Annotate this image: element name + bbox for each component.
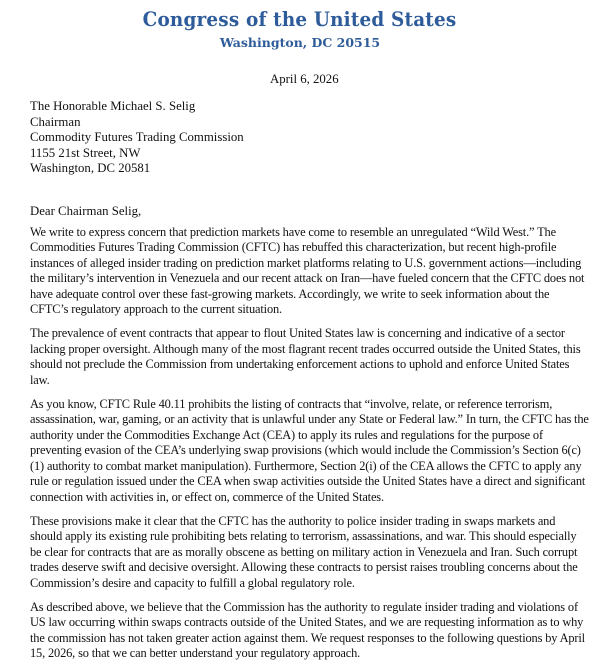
body-paragraph: As you know, CFTC Rule 40.11 prohibits the listing of contracts that “involve, relate, or reference terrorism, assassination, war, gaming, or an activity that is unlawful under any State or Federal law.” In turn, the CFTC has the authority under the Commodities Exchange Act (CEA) to apply its rules and regulations for the purpose of preventing evasion of the CEA’s underlying swap provisions (which would include the Commission’s Section 6(c)(1) authority to combat market manipulation). Furthermore, Section 2(i) of the CEA allows the CFTC to apply any rule or regulation issued under the CEA when swap activities outside the United States have a direct and significant connection with activities in, or effect on, commerce of the United States.	[30, 397, 589, 504]
body-paragraph: The prevalence of event contracts that appear to flout United States law is concerning and indicative of a sector lacking proper oversight. Although many of the most flagrant recent trades occurred outside the United States, this should not preclude the Commission from undertaking enforcement actions to uphold and enforce United States law.	[30, 326, 581, 387]
letterhead-subtitle: Washington, DC 20515	[219, 35, 381, 50]
letterhead-title: Congress of the United States	[143, 7, 457, 31]
recipient-address	[30, 99, 244, 177]
body-paragraph: We write to express concern that prediction markets have come to resemble an unregulated “Wild West.” The Commodities Futures Trading Commission (CFTC) has rebuffed this characterization, but recent high-profile instances of alleged insider trading on prediction market platforms relating to U.S. government actions—including the military’s intervention in Venezuela and our recent attack on Iran—have fueled concern that the CFTC does not have adequate control over these fast-growing markets. Accordingly, we write to seek information about the CFTC’s regulatory approach to the current situation.	[30, 225, 585, 317]
body-paragraph: As described above, we believe that the Commission has the authority to regulate insider trading and violations of US law occurring within swaps contracts outside of the United States, and we are requesting information as to why the commission has not taken greater action against them. We request responses to the following questions by April 15, 2026, so that we can better understand your regulatory approach.	[30, 599, 585, 661]
salutation: Dear Chairman Selig,	[30, 204, 142, 218]
recipient-organization: Commodity Futures Trading Commission	[30, 130, 244, 145]
letter-date: April 6, 2026	[270, 72, 339, 86]
recipient-city: Washington, DC 20581	[30, 161, 151, 176]
letter-body	[30, 225, 590, 671]
recipient-name: The Honorable Michael S. Selig	[30, 99, 196, 113]
recipient-street: 1155 21st Street, NW	[30, 145, 141, 160]
recipient-title: Chairman	[30, 114, 81, 129]
letterhead	[0, 6, 600, 52]
body-paragraph: These provisions make it clear that the CFTC has the authority to police insider trading in swaps markets and should apply its existing rule prohibiting bets relating to terrorism, assassinations, and war. This should especially be clear for contracts that are as morally obscene as betting on military action in Venezuela and Iran. Such corrupt trades deserve swift and decisive oversight. Allowing these contracts to persist raises troubling concerns about the Commission’s desire and capacity to fulfill a global regulatory role.	[30, 513, 578, 590]
